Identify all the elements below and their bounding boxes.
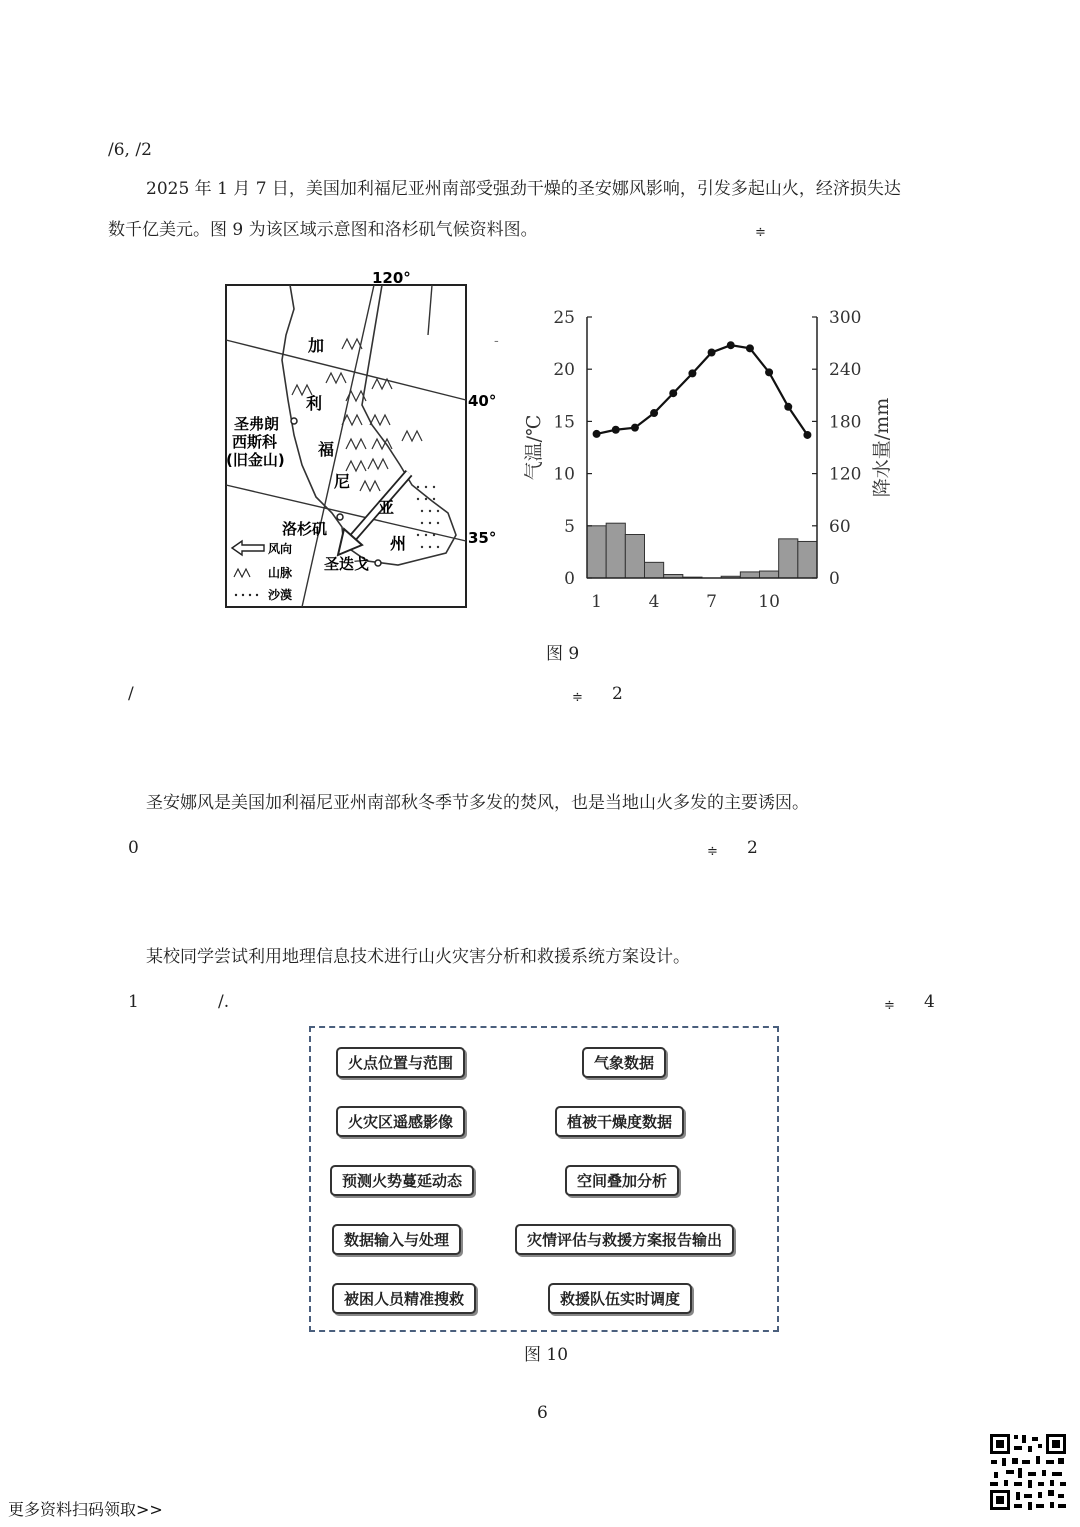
temperature-point-2 xyxy=(612,426,620,434)
ytick-label-right: 300 xyxy=(829,308,862,328)
sf-label-3: (旧金山) xyxy=(226,451,285,469)
temperature-point-5 xyxy=(669,389,677,397)
sd-dot xyxy=(375,560,381,566)
lat-35-label: 35° xyxy=(468,529,497,547)
temperature-point-11 xyxy=(784,403,792,411)
q3-fragment: 1 xyxy=(128,992,139,1012)
q2-fragment: 0 xyxy=(128,838,139,858)
temperature-point-12 xyxy=(803,431,811,439)
qr-code-icon[interactable] xyxy=(988,1432,1068,1512)
footer-link[interactable]: 更多资料扫码领取>> xyxy=(8,1500,163,1519)
climate-chart xyxy=(500,295,920,625)
fig10-right-box-2: 植被干燥度数据 xyxy=(555,1106,684,1137)
temperature-point-4 xyxy=(650,409,658,417)
temperature-point-10 xyxy=(765,368,773,376)
legend-wind: 风向 xyxy=(268,542,293,556)
xtick-label: 4 xyxy=(648,592,660,612)
ytick-label-left: 0 xyxy=(564,569,575,589)
xtick-label: 7 xyxy=(706,592,717,612)
temperature-point-9 xyxy=(746,344,754,352)
q2-score: 2 xyxy=(747,838,758,858)
ytick-label-left: 15 xyxy=(553,412,575,433)
lat-40-label: 40° xyxy=(468,392,497,410)
paragraph-gis: 某校同学尝试利用地理信息技术进行山火灾害分析和救援系统方案设计。 xyxy=(146,947,690,967)
state-char-3: 福 xyxy=(318,440,335,459)
state-char-1: 加 xyxy=(308,336,325,355)
ytick-label-left: 25 xyxy=(553,308,575,328)
ytick-label-right: 60 xyxy=(829,516,851,537)
ytick-label-left: 20 xyxy=(553,360,575,381)
q3-score: 4 xyxy=(924,992,935,1012)
precip-bar-11 xyxy=(779,539,798,578)
ylabel-left: 气温/℃ xyxy=(523,414,545,481)
state-char-5: 亚 xyxy=(378,498,395,517)
paragraph-santa-ana: 圣安娜风是美国加利福尼亚州南部秋冬季节多发的焚风，也是当地山火多发的主要诱因。 xyxy=(146,793,809,813)
ytick-label-right: 240 xyxy=(829,360,862,381)
answer-mark-icon: ≑ xyxy=(572,690,583,705)
sf-dot xyxy=(291,418,297,424)
temperature-point-6 xyxy=(688,369,696,377)
ytick-label-left: 5 xyxy=(564,516,575,537)
intro-line-2: 数千亿美元。图 9 为该区域示意图和洛杉矶气候资料图。 xyxy=(108,220,538,240)
fig10-right-box-5: 救援队伍实时调度 xyxy=(548,1283,692,1314)
answer-mark-icon: ≑ xyxy=(884,998,895,1013)
ytick-label-left: 10 xyxy=(553,464,575,485)
state-char-4: 尼 xyxy=(334,472,351,491)
fig10-left-box-3: 预测火势蔓延动态 xyxy=(330,1165,474,1196)
fig10-left-box-5: 被困人员精准搜救 xyxy=(332,1283,476,1314)
sf-label-1: 圣弗朗 xyxy=(234,415,280,433)
fig10-right-box-3: 空间叠加分析 xyxy=(565,1165,679,1196)
la-label: 洛杉矶 xyxy=(282,520,328,538)
precip-bar-4 xyxy=(645,562,664,578)
temperature-point-1 xyxy=(593,430,601,438)
q1-fragment: / xyxy=(128,684,134,704)
fig10-right-box-4: 灾情评估与救援方案报告输出 xyxy=(515,1224,734,1255)
precip-bar-2 xyxy=(606,523,625,578)
fig10-left-box-1: 火点位置与范围 xyxy=(336,1047,465,1078)
lon-120-label: 120° xyxy=(372,269,411,287)
q1-score: 2 xyxy=(612,684,623,704)
temperature-point-7 xyxy=(708,348,716,356)
precip-bar-10 xyxy=(760,571,779,578)
state-char-6: 州 xyxy=(390,534,407,553)
intro-line-1: 2025 年 1 月 7 日，美国加利福尼亚州南部受强劲干燥的圣安娜风影响，引发多起山火，经济损失达 xyxy=(146,179,901,199)
fig10-right-box-1: 气象数据 xyxy=(582,1047,666,1078)
fig9-caption: 图 9 xyxy=(546,644,580,664)
sd-label: 圣迭戈 xyxy=(324,555,370,573)
fig10-left-box-4: 数据输入与处理 xyxy=(332,1224,461,1255)
legend-desert: 沙漠 xyxy=(268,588,293,602)
ytick-label-right: 180 xyxy=(829,412,862,433)
header-fragment: /6, /2 xyxy=(108,140,152,160)
ytick-label-right: 0 xyxy=(829,569,840,589)
ylabel-right: 降水量/mm xyxy=(871,397,893,498)
temperature-point-8 xyxy=(727,341,735,349)
ytick-label-right: 120 xyxy=(829,464,862,485)
precip-bar-9 xyxy=(740,572,759,578)
precip-bar-12 xyxy=(798,541,817,578)
fig10-caption: 图 10 xyxy=(524,1345,569,1365)
xtick-label: 10 xyxy=(758,592,780,612)
temperature-line xyxy=(597,345,808,435)
legend-mountain: 山脉 xyxy=(268,566,293,580)
fig10-left-box-2: 火灾区遥感影像 xyxy=(336,1106,465,1137)
page-number: 6 xyxy=(537,1403,548,1423)
sf-label-2: 西斯科 xyxy=(232,433,278,451)
answer-mark-icon: ≑ xyxy=(755,225,766,240)
precip-bar-1 xyxy=(587,526,606,578)
answer-mark-icon: ≑ xyxy=(707,844,718,859)
precip-bar-3 xyxy=(625,535,644,579)
california-map xyxy=(222,265,497,615)
xtick-label: 1 xyxy=(591,592,602,612)
temperature-point-3 xyxy=(631,424,639,432)
state-char-2: 利 xyxy=(306,394,323,413)
q3-fragment-2: /. xyxy=(218,992,230,1012)
la-dot xyxy=(337,514,343,520)
